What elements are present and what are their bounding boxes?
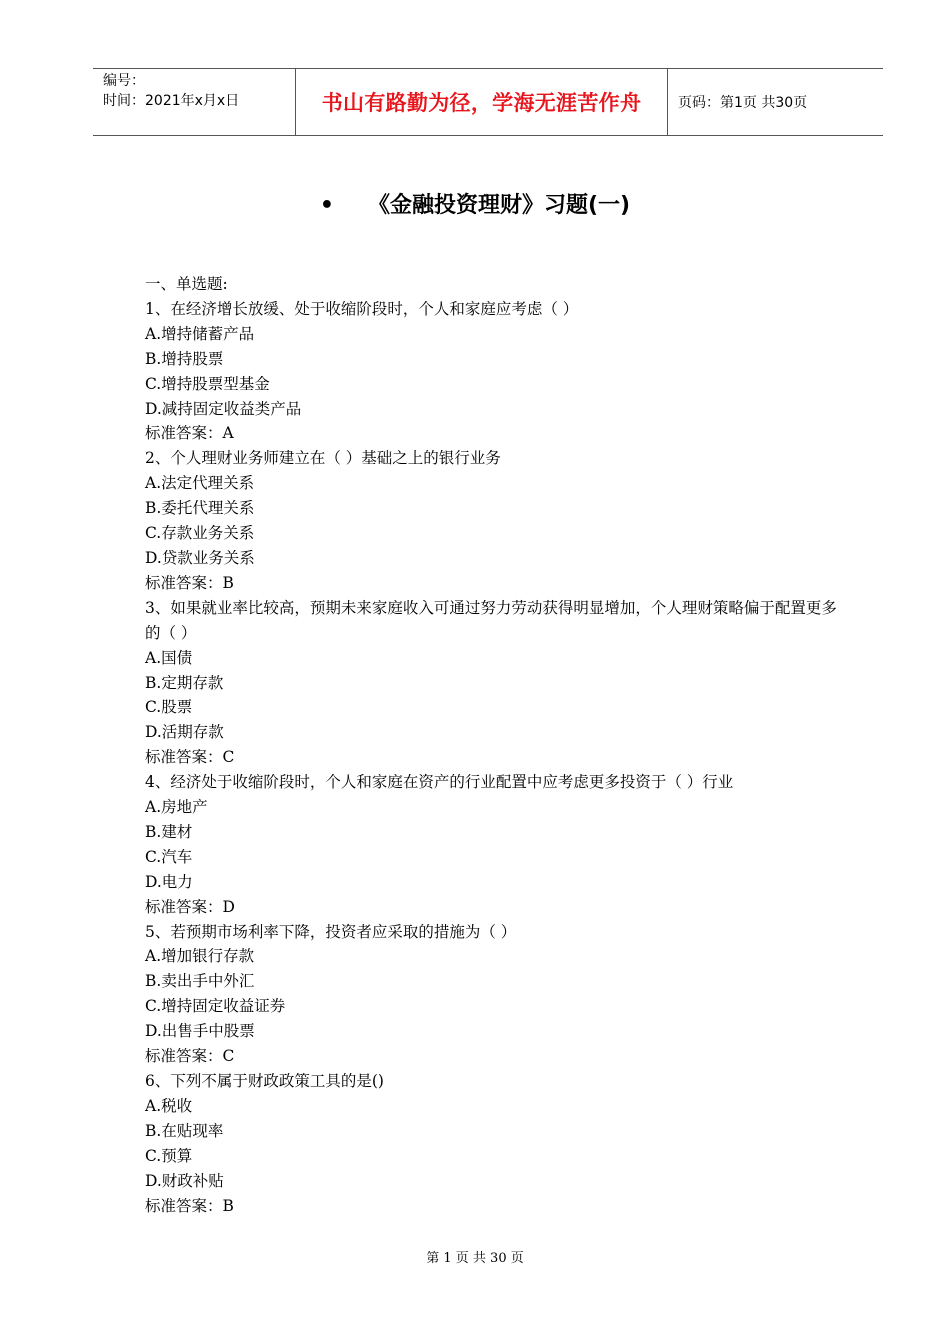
question-block xyxy=(145,297,845,446)
option-a: A.税收 xyxy=(145,1096,193,1115)
answer-text: 标准答案：C xyxy=(145,1047,235,1066)
option-b: B.卖出手中外汇 xyxy=(145,972,255,991)
option-b: B.建材 xyxy=(145,822,193,841)
option-a: A.增持储蓄产品 xyxy=(145,324,255,343)
option-c: C.增持股票型基金 xyxy=(145,374,270,393)
question-block xyxy=(145,596,845,770)
question-text: 5、若预期市场利率下降，投资者应采取的措施为（ ） xyxy=(145,922,517,941)
document-title xyxy=(0,188,950,219)
question-text: 4、经济处于收缩阶段时，个人和家庭在资产的行业配置中应考虑更多投资于（ ）行业 xyxy=(145,773,734,792)
header-meta xyxy=(93,69,295,135)
header-motto-cell xyxy=(295,69,668,135)
question-list xyxy=(145,272,845,1218)
option-d: D.减持固定收益类产品 xyxy=(145,399,302,418)
option-b: B.定期存款 xyxy=(145,673,224,692)
number-label: 编号： xyxy=(103,73,145,89)
motto-text: 书山有路勤为径，学海无涯苦作舟 xyxy=(321,91,642,115)
option-a: A.房地产 xyxy=(145,798,208,817)
option-a: A.法定代理关系 xyxy=(145,474,255,493)
option-d: D.电力 xyxy=(145,872,193,891)
option-c: C.股票 xyxy=(145,698,193,717)
option-d: D.贷款业务关系 xyxy=(145,548,255,567)
option-d: D.出售手中股票 xyxy=(145,1022,255,1041)
option-b: B.在贴现率 xyxy=(145,1121,224,1140)
question-text: 1、在经济增长放缓、处于收缩阶段时，个人和家庭应考虑（ ） xyxy=(145,299,579,318)
section-heading: 一、单选题: xyxy=(145,275,228,293)
page-info-text: 页码：第1页 共30页 xyxy=(678,95,808,111)
option-c: C.增持固定收益证券 xyxy=(145,997,286,1016)
question-block xyxy=(145,446,845,595)
time-label: 时间：2021年x月x日 xyxy=(103,93,240,109)
question-block xyxy=(145,1069,845,1218)
title-text: 《金融投资理财》习题(一) xyxy=(367,193,631,218)
option-c: C.汽车 xyxy=(145,847,193,866)
option-b: B.增持股票 xyxy=(145,349,224,368)
question-block xyxy=(145,920,845,1069)
bullet-icon: • xyxy=(319,193,334,218)
answer-text: 标准答案：A xyxy=(145,424,234,443)
question-text: 6、下列不属于财政政策工具的是() xyxy=(145,1072,384,1090)
page-footer: 第 1 页 共 30 页 xyxy=(426,1251,524,1266)
option-a: A.增加银行存款 xyxy=(145,947,255,966)
option-b: B.委托代理关系 xyxy=(145,499,255,518)
answer-text: 标准答案：D xyxy=(145,897,235,916)
question-text: 2、个人理财业务师建立在（ ）基础之上的银行业务 xyxy=(145,449,501,468)
option-d: D.活期存款 xyxy=(145,723,224,742)
option-c: C.存款业务关系 xyxy=(145,524,255,543)
answer-text: 标准答案：B xyxy=(145,1196,234,1215)
answer-text: 标准答案：B xyxy=(145,573,234,592)
question-block xyxy=(145,770,845,919)
option-d: D.财政补贴 xyxy=(145,1171,224,1190)
option-a: A.国债 xyxy=(145,648,193,667)
option-c: C.预算 xyxy=(145,1146,193,1165)
page-header xyxy=(93,68,883,136)
question-text: 3、如果就业率比较高，预期未来家庭收入可通过努力劳动获得明显增加，个人理财策略偏于配置更多的（ ） xyxy=(145,598,837,642)
header-page-info xyxy=(668,69,883,135)
answer-text: 标准答案：C xyxy=(145,748,235,767)
